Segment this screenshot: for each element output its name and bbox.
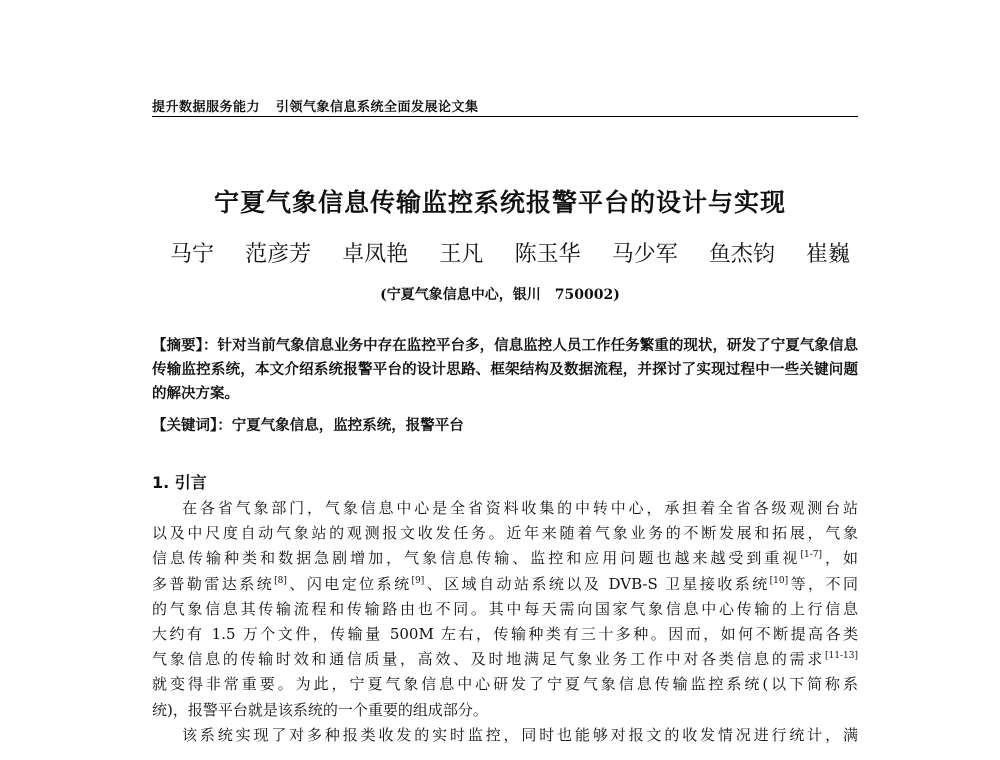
citation: [9]: [411, 575, 425, 586]
header-rule: [152, 116, 858, 117]
author: 王凡: [439, 242, 484, 267]
body-line: 统)，报警平台就是该系统的一个重要的组成部分。: [152, 700, 488, 719]
author: 马少军: [611, 242, 678, 267]
body-line: 在各省气象部门，气象信息中心是全省资料收集的中转中心，承担着全省各级观测台站: [182, 499, 858, 517]
series-title: 提升数据服务能力: [152, 100, 261, 115]
author: 马宁: [170, 242, 215, 267]
author: 崔巍: [805, 242, 850, 267]
keywords-text: 宁夏气象信息，监控系统，报警平台: [231, 417, 464, 434]
section-body: [152, 496, 858, 748]
body-line: 就变得非常重要。为此，宁夏气象信息中心研发了宁夏气象信息传输监控系统(以下简称系: [152, 675, 858, 694]
abstract: [152, 334, 858, 406]
body-line: 以及中尺度自动气象站的观测报文收发任务。近年来随着气象业务的不断发展和拓展，气象: [152, 524, 858, 543]
body-line: 大约有 1.5 万个文件，传输量 500M 左右，传输种类有三十多种。因而，如何不断提高各类: [152, 624, 858, 643]
citation: [11-13]: [825, 651, 858, 662]
collection-title: 引领气象信息系统全面发展论文集: [276, 100, 479, 115]
citation: [1-7]: [800, 550, 822, 561]
author: 鱼杰钧: [708, 242, 775, 267]
body-line: 气象信息的传输时效和通信质量，高效、及时地满足气象业务工作中对各类信息的需求[11-13]: [152, 650, 858, 669]
section-heading: 1. 引言: [152, 473, 207, 492]
keywords-label: 【关键词】：: [152, 417, 232, 434]
abstract-label: 【摘要】：: [152, 337, 218, 354]
paper-title: 宁夏气象信息传输监控系统报警平台的设计与实现: [213, 188, 786, 217]
author: 范彦芳: [245, 242, 312, 267]
author: 陈玉华: [514, 242, 581, 267]
keywords: [152, 414, 858, 438]
body-line: 多普勒雷达系统[8]、闪电定位系统[9]、区域自动站系统以及 DVB-S 卫星接收系统[10]等，不同: [152, 574, 858, 593]
body-line: 该系统实现了对多种报类收发的实时监控，同时也能够对报文的收发情况进行统计，满: [182, 725, 858, 744]
running-header: [152, 96, 858, 115]
author: 卓凤艳: [342, 242, 409, 267]
abstract-text: 针对当前气象信息业务中存在监控平台多，信息监控人员工作任务繁重的现状，研发了宁夏气象信息传输监控系统，本文介绍系统报警平台的设计思路、框架结构及数据流程，并探讨了实现过程中一些关键问题的解决方案。: [152, 337, 859, 402]
body-line: 的气象信息其传输流程和传输路由也不同。其中每天需向国家气象信息中心传输的上行信息: [152, 599, 858, 618]
citation: [10]: [769, 575, 789, 586]
author-list: [170, 237, 850, 268]
body-line: 信息传输种类和数据急剧增加，气象信息传输、监控和应用问题也越来越受到重视[1-7]，如: [152, 549, 858, 568]
citation: [8]: [274, 575, 287, 586]
affiliation: (宁夏气象信息中心，银川 750002): [380, 287, 620, 303]
